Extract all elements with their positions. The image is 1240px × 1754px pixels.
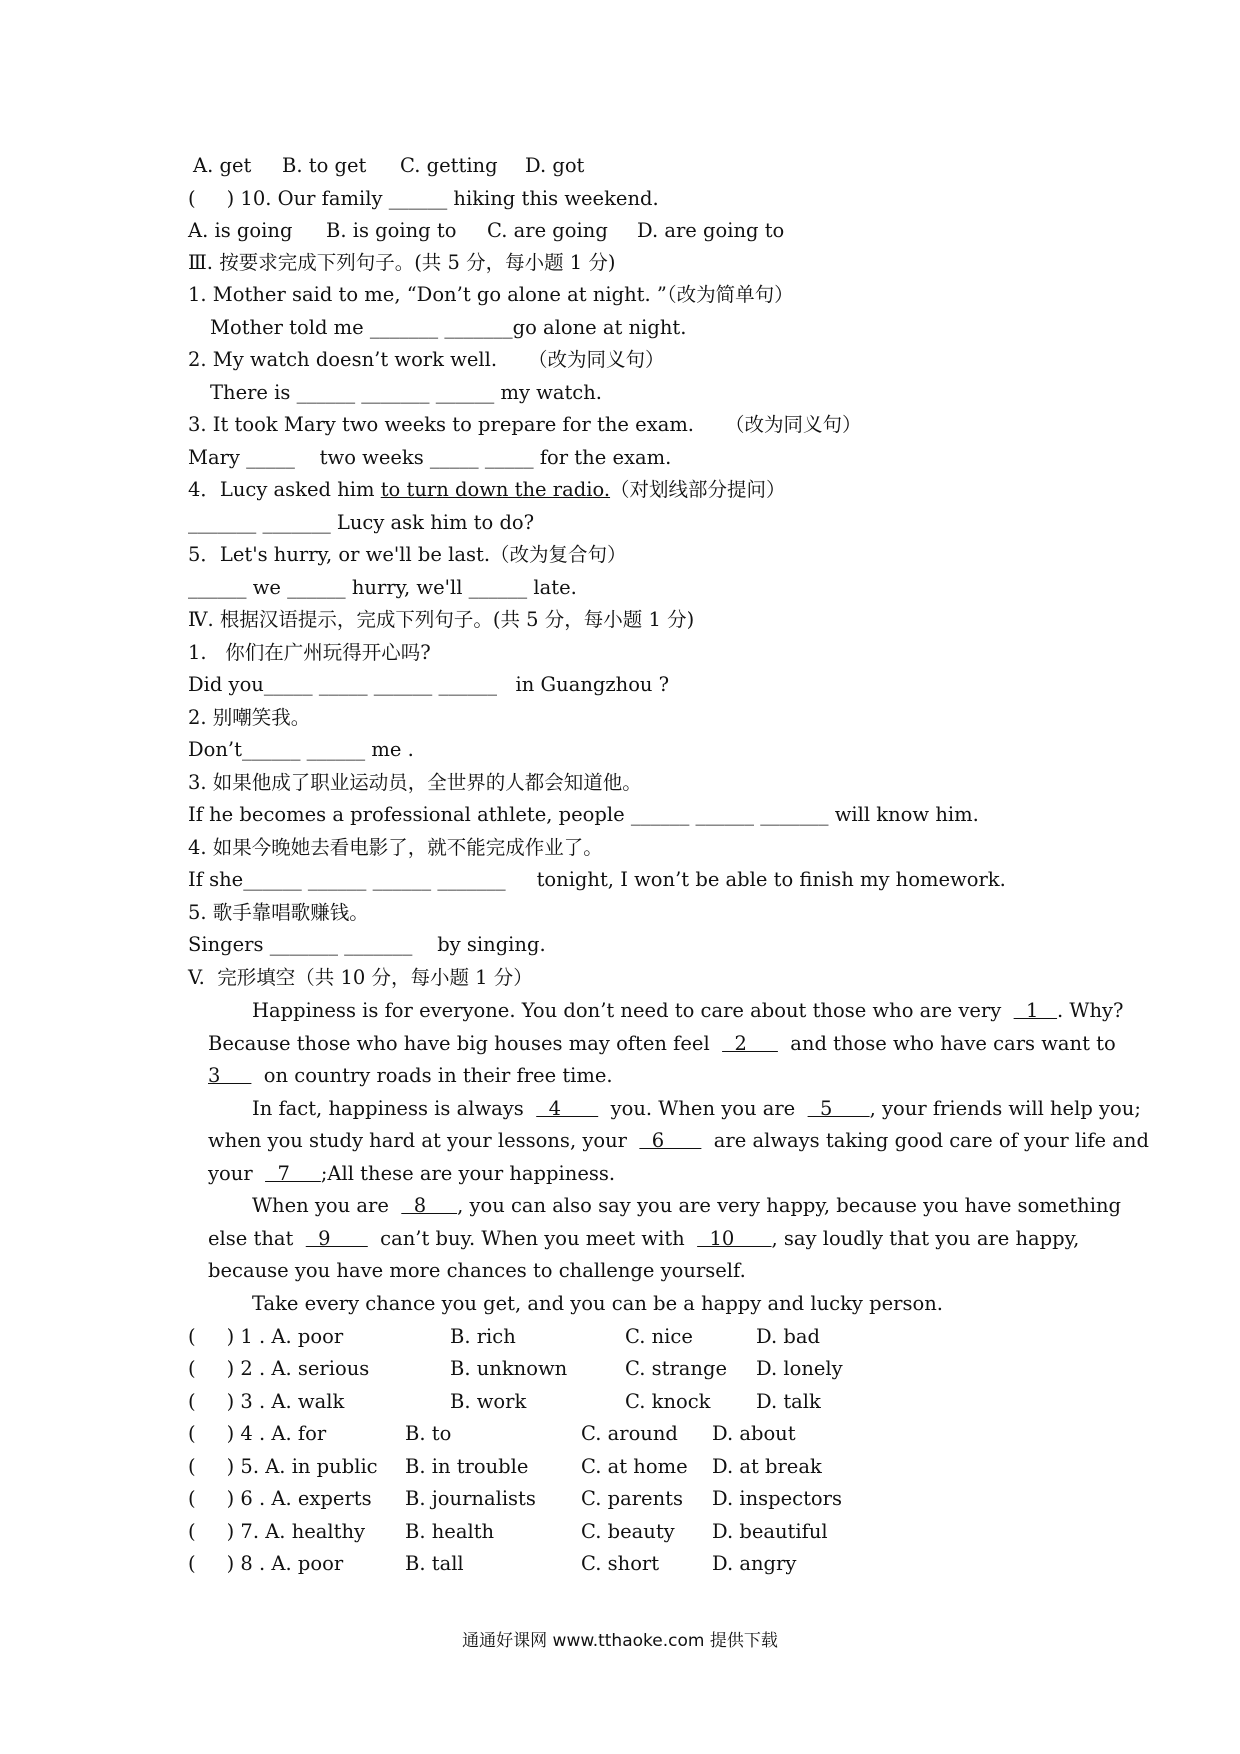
section-4-heading: Ⅳ. 根据汉语提示，完成下列句子。(共 5 分，每小题 1 分) <box>188 608 695 631</box>
cloze-question-stem: ( ) 4 . A. for <box>188 1422 327 1445</box>
cloze-question-stem: ( ) 8 . A. poor <box>188 1552 344 1575</box>
page-footer: 通通好课网 www.tthaoke.com 提供下载 <box>462 1631 778 1651</box>
s4-item-1-question: 1. 你们在广州玩得开心吗? <box>188 641 431 664</box>
cloze-question-stem: ( ) 3 . A. walk <box>188 1390 345 1413</box>
cloze-option-b: B. in trouble <box>405 1455 529 1478</box>
s4-item-4-question: 4. 如果今晚她去看电影了，就不能完成作业了。 <box>188 836 603 859</box>
s3-item-2-answer: There is ______ _______ ______ my watch. <box>210 381 602 404</box>
cloze-option-c: C. knock <box>625 1390 711 1413</box>
cloze-option-c: C. nice <box>625 1325 693 1348</box>
option-a: A. get <box>193 154 252 177</box>
cloze-blank-6: 6 <box>639 1129 702 1152</box>
option-b: B. to get <box>282 154 367 177</box>
s4-item-1-answer: Did you_____ _____ ______ ______ in Guangzhou ? <box>188 673 670 696</box>
passage-line: when you study hard at your lessons, your 6 are always taking good care of your life and <box>208 1129 1149 1152</box>
cloze-blank-3: 3 <box>208 1064 252 1087</box>
passage-line: In fact, happiness is always 4 you. When you are 5 , your friends will help you; <box>252 1097 1141 1120</box>
cloze-option-c: C. around <box>581 1422 678 1445</box>
s3-item-4-pre: 4．Lucy asked him <box>188 478 381 501</box>
s3-item-2-question: 2. My watch doesn’t work well. （改为同义句） <box>188 348 665 371</box>
cloze-blank-2: 2 <box>722 1032 778 1055</box>
passage-line: because you have more chances to challenge yourself. <box>208 1259 746 1282</box>
s3-item-1-answer: Mother told me _______ _______go alone at night. <box>210 316 687 339</box>
q10-option-b: B. is going to <box>326 219 457 242</box>
option-d: D. got <box>525 154 585 177</box>
cloze-option-d: D. lonely <box>756 1357 843 1380</box>
option-c: C. getting <box>400 154 498 177</box>
s4-item-5-question: 5. 歌手靠唱歌赚钱。 <box>188 901 369 924</box>
cloze-option-b: B. journalists <box>405 1487 536 1510</box>
cloze-option-d: D. angry <box>712 1552 797 1575</box>
question-10-stem: ( ) 10. Our family ______ hiking this weekend. <box>188 187 659 210</box>
s4-item-5-answer: Singers _______ _______ by singing. <box>188 933 546 956</box>
passage-line: Because those who have big houses may often feel 2 and those who have cars want to <box>208 1032 1116 1055</box>
cloze-blank-1: 1 <box>1013 999 1058 1022</box>
s4-item-3-answer: If he becomes a professional athlete, people ______ ______ _______ will know him. <box>188 803 979 826</box>
q10-option-d: D. are going to <box>637 219 785 242</box>
cloze-question-stem: ( ) 1 . A. poor <box>188 1325 344 1348</box>
s3-item-3-answer: Mary _____ two weeks _____ _____ for the exam. <box>188 446 672 469</box>
section-3-heading: Ⅲ. 按要求完成下列句子。(共 5 分，每小题 1 分) <box>188 251 616 274</box>
cloze-option-c: C. beauty <box>581 1520 675 1543</box>
s4-item-2-answer: Don’t______ ______ me . <box>188 738 414 761</box>
cloze-blank-8: 8 <box>401 1194 458 1217</box>
s3-item-4-underlined: to turn down the radio. <box>380 478 611 501</box>
passage-line: your 7 ;All these are your happiness. <box>208 1162 616 1185</box>
cloze-option-b: B. tall <box>405 1552 464 1575</box>
q10-option-c: C. are going <box>487 219 608 242</box>
cloze-blank-10: 10 <box>697 1227 772 1250</box>
cloze-option-b: B. health <box>405 1520 495 1543</box>
s3-item-4-answer: _______ _______ Lucy ask him to do? <box>188 511 535 534</box>
cloze-question-stem: ( ) 2 . A. serious <box>188 1357 370 1380</box>
cloze-option-d: D. talk <box>756 1390 821 1413</box>
cloze-option-c: C. strange <box>625 1357 727 1380</box>
cloze-question-stem: ( ) 6 . A. experts <box>188 1487 372 1510</box>
cloze-blank-5: 5 <box>807 1097 870 1120</box>
passage-line: When you are 8 , you can also say you are very happy, because you have something <box>252 1194 1122 1217</box>
cloze-question-stem: ( ) 5. A. in public <box>188 1455 378 1478</box>
cloze-question-stem: ( ) 7. A. healthy <box>188 1520 366 1543</box>
s3-item-3-question: 3. It took Mary two weeks to prepare for the exam. （改为同义句） <box>188 413 862 436</box>
s3-item-5-question: 5．Let's hurry, or we'll be last.（改为复合句） <box>188 543 627 566</box>
passage-line: else that 9 can’t buy. When you meet with 10 , say loudly that you are happy, <box>208 1227 1080 1250</box>
cloze-option-b: B. rich <box>450 1325 516 1348</box>
cloze-blank-4: 4 <box>536 1097 599 1120</box>
passage-line: Take every chance you get, and you can be a happy and lucky person. <box>252 1292 943 1315</box>
cloze-option-b: B. work <box>450 1390 527 1413</box>
s4-item-4-answer: If she______ ______ ______ _______ tonight, I won’t be able to finish my homework. <box>188 868 1006 891</box>
passage-line: Happiness is for everyone. You don’t need to care about those who are very 1 . Why? <box>252 999 1124 1022</box>
cloze-option-b: B. to <box>405 1422 452 1445</box>
cloze-option-c: C. parents <box>581 1487 683 1510</box>
s3-item-1-question: 1. Mother said to me, “Don’t go alone at night. ”（改为简单句） <box>188 283 794 306</box>
cloze-option-d: D. beautiful <box>712 1520 828 1543</box>
s3-item-4-post: （对划线部分提问） <box>610 478 786 501</box>
cloze-option-d: D. inspectors <box>712 1487 842 1510</box>
s4-item-3-question: 3. 如果他成了职业运动员，全世界的人都会知道他。 <box>188 771 642 794</box>
cloze-option-b: B. unknown <box>450 1357 568 1380</box>
cloze-option-c: C. short <box>581 1552 660 1575</box>
cloze-blank-7: 7 <box>265 1162 321 1185</box>
cloze-option-d: D. about <box>712 1422 796 1445</box>
q10-option-a: A. is going <box>188 219 293 242</box>
cloze-option-d: D. at break <box>712 1455 822 1478</box>
section-5-heading: V. 完形填空（共 10 分，每小题 1 分） <box>188 966 533 989</box>
cloze-blank-9: 9 <box>305 1227 368 1250</box>
cloze-option-c: C. at home <box>581 1455 688 1478</box>
s3-item-5-answer: ______ we ______ hurry, we'll ______ late. <box>188 576 577 599</box>
passage-line: 3 on country roads in their free time. <box>208 1064 613 1087</box>
s3-item-4-question <box>188 477 786 503</box>
s4-item-2-question: 2. 别嘲笑我。 <box>188 706 311 729</box>
cloze-option-d: D. bad <box>756 1325 820 1348</box>
